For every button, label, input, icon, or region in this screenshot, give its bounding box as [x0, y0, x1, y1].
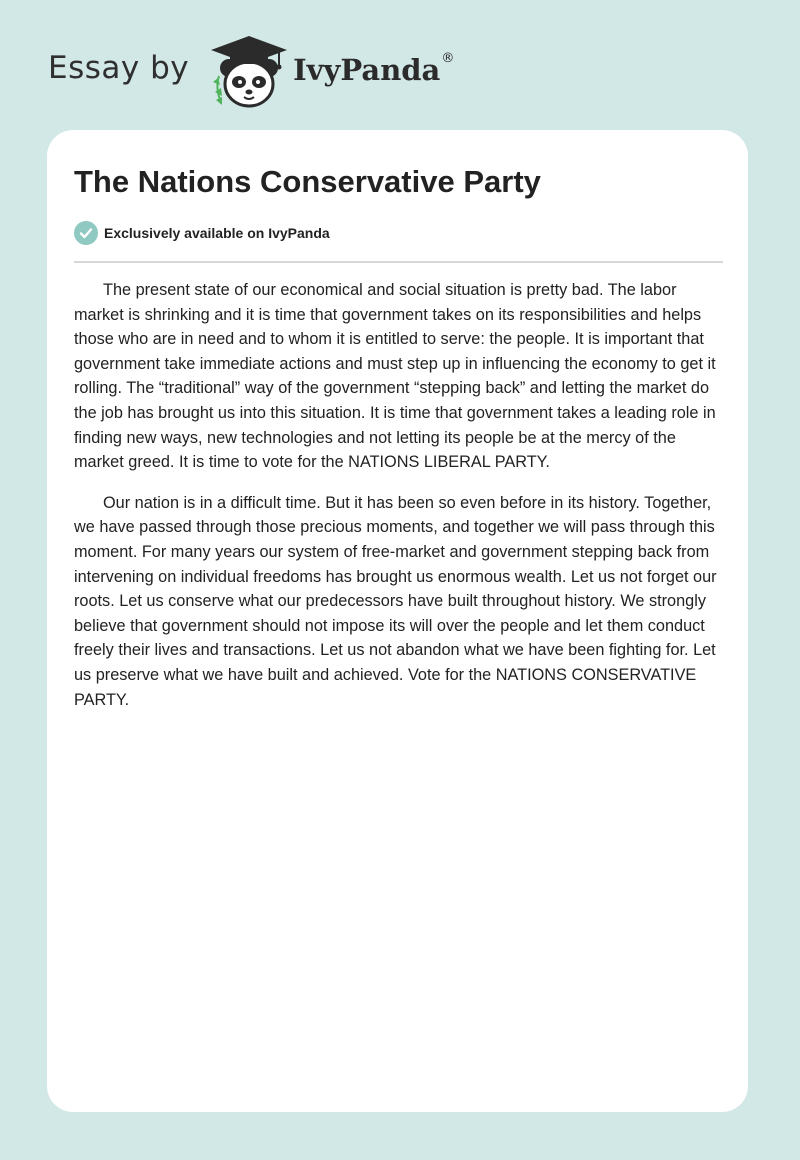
brand-prefix: Essay by — [48, 50, 190, 86]
panda-graduation-cap-icon — [205, 32, 293, 112]
title-divider — [74, 261, 723, 263]
brand-name: IvyPanda — [293, 53, 441, 87]
exclusive-text: Exclusively available on IvyPanda — [104, 225, 330, 241]
site-header — [48, 32, 454, 112]
essay-paragraph: Our nation is in a difficult time. But it has been so even before in its history. Together, we have passed through those precious moments, and together we will pass through this moment. For many years our system of free-market and government stepping back from intervening on individual freedoms has brought us enormous wealth. Let us not forget our roots. Let us conserve what our predecessors have built throughout history. We strongly believe that government should not impose its will over the people and let them conduct freely their lives and transactions. Let us not abandon what we have been fighting for. Let us preserve what we have built and achieved. Vote for the NATIONS CONSERVATIVE PARTY. — [74, 493, 717, 709]
essay-body — [74, 278, 726, 728]
essay-paragraph: The present state of our economical and social situation is pretty bad. The labor market is shrinking and it is time that government takes on its responsibilities and helps those who are in need and to whom it is entitled to serve: the people. It is important that government take immediate actions and must step up in influencing the economy to get it rolling. The “traditional” way of the government “stepping back” and letting the market do the job has brought us into this situation. It is time that government takes a leading role in finding new ways, new technologies and not letting its people be at the mercy of the market greed. It is time to vote for the NATIONS LIBERAL PARTY. — [74, 281, 716, 472]
exclusive-badge — [74, 221, 330, 245]
registered-mark: ® — [441, 50, 455, 66]
essay-title: The Nations Conservative Party — [74, 164, 541, 199]
essay-card — [47, 130, 748, 1112]
check-circle-icon — [74, 221, 98, 245]
